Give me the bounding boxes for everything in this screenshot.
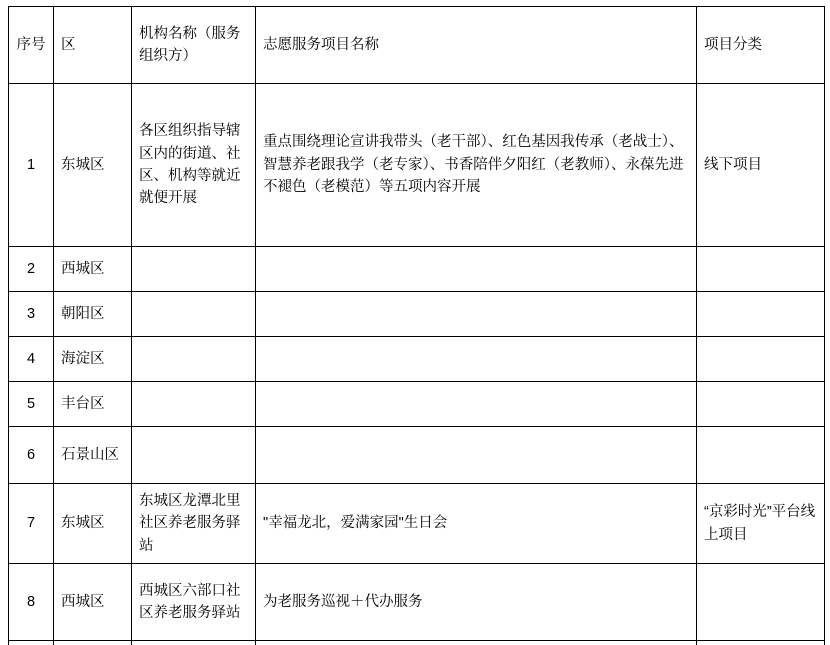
cell-project: [256, 292, 697, 337]
cell-org: [132, 427, 256, 484]
header-district: 区: [54, 7, 132, 84]
cell-org: 西城区六部口社区养老服务驿站: [132, 564, 256, 641]
cell-category: [697, 292, 825, 337]
cell-seq: 5: [9, 382, 54, 427]
cell-category: [697, 382, 825, 427]
cell-district: 石景山区: [54, 427, 132, 484]
cell-project: [256, 641, 697, 645]
cell-project: [256, 382, 697, 427]
cell-project: [256, 427, 697, 484]
table-row: [9, 484, 825, 564]
cell-seq: 6: [9, 427, 54, 484]
cell-category: “京彩时光”平台线上项目: [697, 484, 825, 564]
cell-category: 线下项目: [697, 84, 825, 247]
table-row: [9, 247, 825, 292]
volunteer-service-table: [8, 6, 825, 645]
cell-org: [132, 247, 256, 292]
cell-seq: 2: [9, 247, 54, 292]
table-row: [9, 337, 825, 382]
cell-seq: 7: [9, 484, 54, 564]
cell-district: 丰台区: [54, 382, 132, 427]
cell-project: [256, 337, 697, 382]
cell-category: [697, 337, 825, 382]
cell-district: [54, 641, 132, 645]
header-category: 项目分类: [697, 7, 825, 84]
cell-category: [697, 247, 825, 292]
cell-district: 东城区: [54, 84, 132, 247]
cell-district: 东城区: [54, 484, 132, 564]
cell-org: [132, 641, 256, 645]
cell-district: 朝阳区: [54, 292, 132, 337]
table-row: [9, 84, 825, 247]
header-seq: 序号: [9, 7, 54, 84]
table-row: [9, 382, 825, 427]
cell-org: 东城区龙潭北里社区养老服务驿站: [132, 484, 256, 564]
table-row: [9, 564, 825, 641]
cell-district: 西城区: [54, 564, 132, 641]
cell-org: 各区组织指导辖区内的街道、社区、机构等就近就便开展: [132, 84, 256, 247]
cell-org: [132, 382, 256, 427]
table-row-partial: [9, 641, 825, 645]
cell-org: [132, 337, 256, 382]
cell-district: 海淀区: [54, 337, 132, 382]
cell-project: 为老服务巡视＋代办服务: [256, 564, 697, 641]
header-org: 机构名称（服务组织方）: [132, 7, 256, 84]
cell-org: [132, 292, 256, 337]
cell-project: "幸福龙北，爱满家园"生日会: [256, 484, 697, 564]
cell-seq: 1: [9, 84, 54, 247]
cell-project: [256, 247, 697, 292]
cell-seq: 4: [9, 337, 54, 382]
cell-project: 重点围绕理论宣讲我带头（老干部）、红色基因我传承（老战士）、智慧养老跟我学（老专家）、书香陪伴夕阳红（老教师）、永葆先进不褪色（老模范）等五项内容开展: [256, 84, 697, 247]
header-project: 志愿服务项目名称: [256, 7, 697, 84]
cell-category: [697, 564, 825, 641]
cell-district: 西城区: [54, 247, 132, 292]
cell-seq: 3: [9, 292, 54, 337]
table-row: [9, 427, 825, 484]
cell-seq: 8: [9, 564, 54, 641]
cell-category: [697, 641, 825, 645]
table-header-row: [9, 7, 825, 84]
cell-seq: [9, 641, 54, 645]
cell-category: [697, 427, 825, 484]
table-row: [9, 292, 825, 337]
